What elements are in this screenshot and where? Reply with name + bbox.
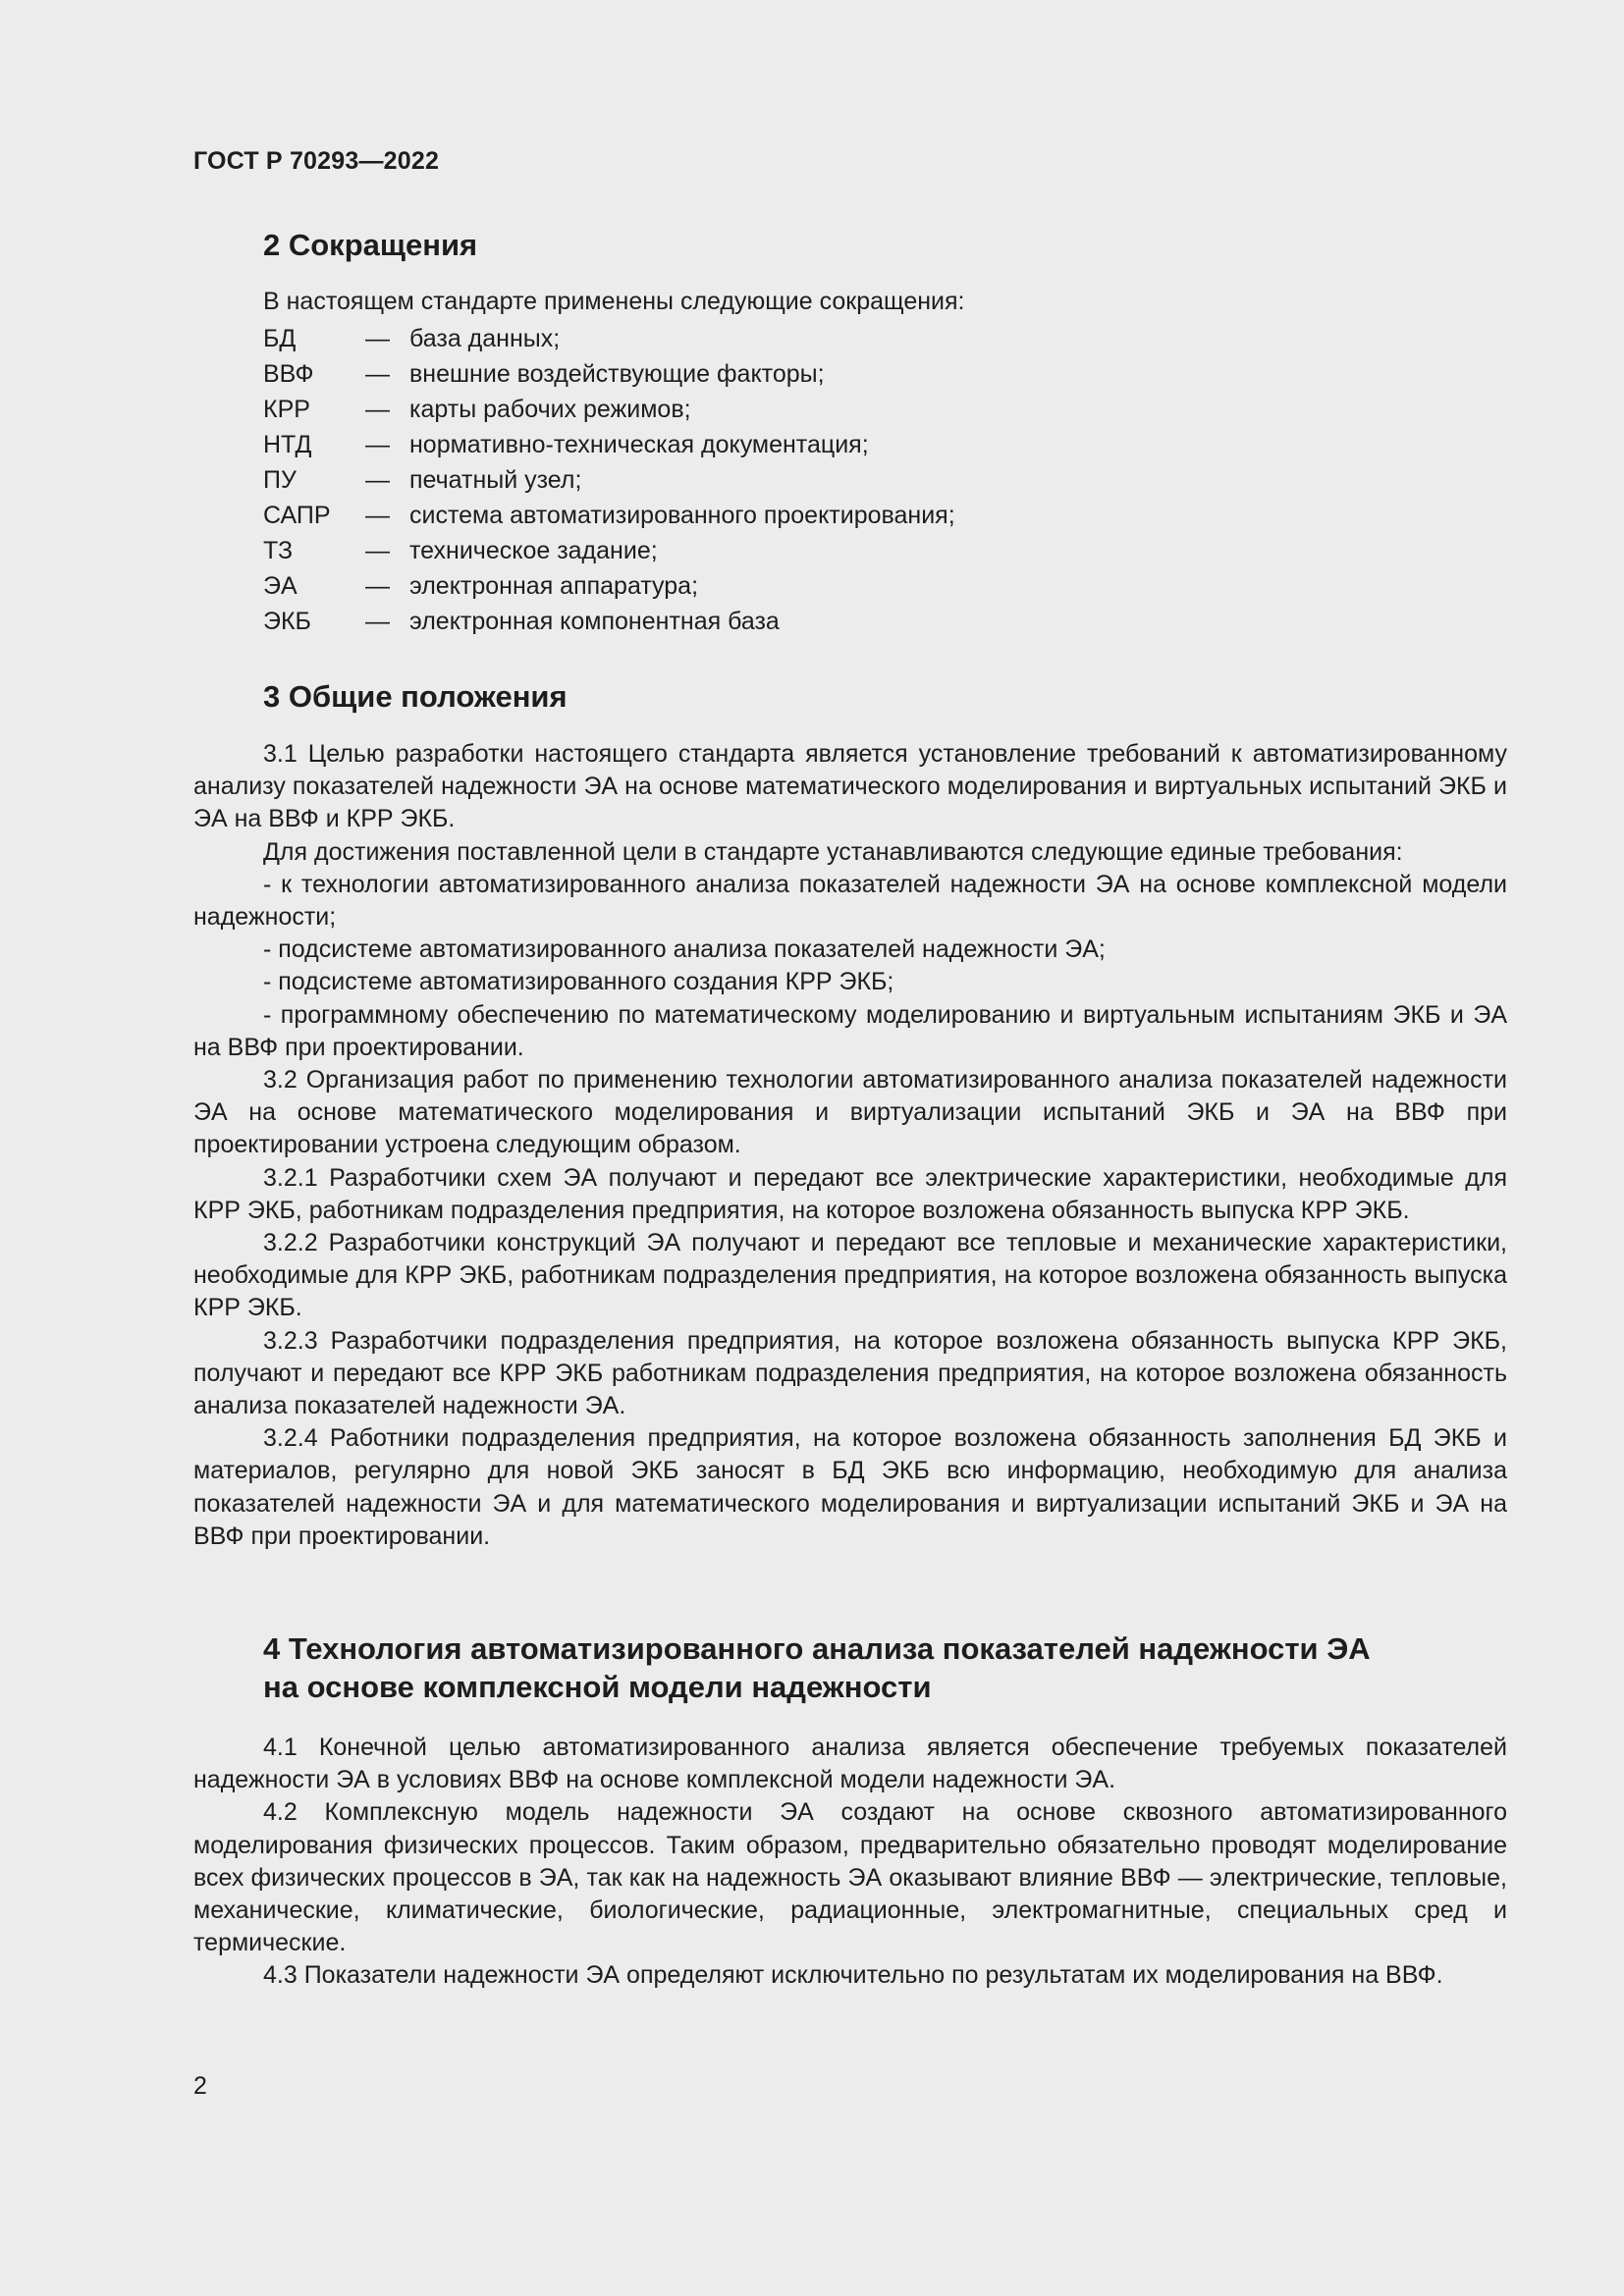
abbreviation-definition: база данных; <box>409 325 561 352</box>
abbreviation-definition: внешние воздействующие факторы; <box>409 360 825 388</box>
paragraph-4-3: 4.3 Показатели надежности ЭА определяют исключительно по результатам их моделирования на ВВФ. <box>263 1961 1443 1990</box>
section-3-heading: 3 Общие положения <box>263 679 568 714</box>
abbreviation-term: НТД <box>263 431 312 458</box>
abbreviation-definition: печатный узел; <box>409 466 582 494</box>
page-number: 2 <box>193 2072 207 2100</box>
paragraph-requirements-intro: Для достижения поставленной цели в стандарте устанавливаются следующие единые требования: <box>263 837 1403 866</box>
requirement-item: - программному обеспечению по математическому моделированию и виртуальным испытаниям ЭКБ и ЭА на ВВФ при проектировании. <box>193 1000 1507 1061</box>
section-4-heading-line-2: на основе комплексной модели надежности <box>263 1670 932 1704</box>
abbreviation-dash: — <box>365 325 390 352</box>
abbreviation-dash: — <box>365 572 390 600</box>
document-code-header: ГОСТ Р 70293—2022 <box>193 147 440 175</box>
abbreviation-term: ЭА <box>263 572 298 600</box>
abbreviation-definition: карты рабочих режимов; <box>409 396 691 423</box>
abbreviation-term: ПУ <box>263 466 297 494</box>
abbreviation-term: КРР <box>263 396 310 423</box>
abbreviation-dash: — <box>365 537 390 564</box>
abbreviation-dash: — <box>365 396 390 423</box>
abbreviation-dash: — <box>365 431 390 458</box>
section-4-body <box>193 1732 1507 1993</box>
requirement-item: - к технологии автоматизированного анализа показателей надежности ЭА на основе комплексной модели надежности; <box>193 870 1507 932</box>
paragraph-4-1: 4.1 Конечной целью автоматизированного анализа является обеспечение требуемых показателей надежности ЭА в условиях ВВФ на основе комплексной модели надежности ЭА. <box>193 1734 1507 1794</box>
abbreviation-term: БД <box>263 325 297 352</box>
paragraph-3-2-1: 3.2.1 Разработчики схем ЭА получают и передают все электрические характеристики, необходимые для КРР ЭКБ, работникам подразделения предприятия, на которое возложена обязанность выпуска КРР ЭКБ. <box>193 1163 1507 1224</box>
section-2-heading: 2 Сокращения <box>263 228 478 262</box>
abbreviations-intro: В настоящем стандарте применены следующие сокращения: <box>263 288 965 315</box>
abbreviation-dash: — <box>365 466 390 494</box>
paragraph-4-2: 4.2 Комплексную модель надежности ЭА создают на основе сквозного автоматизированного моделирования физических процессов. Таким образом, предварительно обязательно проводят моделирование всех физических процессов в ЭА, так как на надежность ЭА оказывают влияние ВВФ — электрические, тепловые, механические, климатические, биологические, радиационные, электромагнитные, специальных сред и термические. <box>193 1798 1507 1957</box>
section-4-heading-line-1: 4 Технология автоматизированного анализа показателей надежности ЭА <box>263 1631 1371 1666</box>
abbreviation-definition: электронная компонентная база <box>409 608 780 635</box>
requirement-item: - подсистеме автоматизированного создания КРР ЭКБ; <box>263 968 894 996</box>
paragraph-3-2-2: 3.2.2 Разработчики конструкций ЭА получают и передают все тепловые и механические характеристики, необходимые для КРР ЭКБ, работникам подразделения предприятия, на которое возложена обязанность выпуска КРР ЭКБ. <box>193 1229 1507 1322</box>
abbreviation-term: САПР <box>263 502 331 529</box>
abbreviation-dash: — <box>365 608 390 635</box>
paragraph-3-1: 3.1 Целью разработки настоящего стандарта является установление требований к автоматизированному анализу показателей надежности ЭА на основе математического моделирования и виртуальных испытаний ЭКБ и ЭА на ВВФ и КРР ЭКБ. <box>193 740 1507 833</box>
abbreviation-term: ВВФ <box>263 360 314 388</box>
section-4-heading <box>263 1629 1371 1706</box>
paragraph-3-2-3: 3.2.3 Разработчики подразделения предприятия, на которое возложена обязанность выпуска КРР ЭКБ, получают и передают все КРР ЭКБ работникам подразделения предприятия, на которое возложена обязанность анализа показателей надежности ЭА. <box>193 1326 1507 1420</box>
abbreviation-definition: электронная аппаратура; <box>409 572 699 600</box>
paragraph-3-2-4: 3.2.4 Работники подразделения предприятия, на которое возложена обязанность заполнения БД ЭКБ и материалов, регулярно для новой ЭКБ заносят в БД ЭКБ всю информацию, необходимую для анализа показателей надежности ЭА и для математического моделирования и виртуализации испытаний ЭКБ и ЭА на ВВФ при проектировании. <box>193 1424 1507 1550</box>
abbreviation-dash: — <box>365 360 390 388</box>
requirement-item: - подсистеме автоматизированного анализа показателей надежности ЭА; <box>263 935 1106 964</box>
abbreviation-definition: нормативно-техническая документация; <box>409 431 869 458</box>
abbreviation-definition: техническое задание; <box>409 537 658 564</box>
abbreviation-term: ТЗ <box>263 537 294 564</box>
section-3-body <box>193 738 1507 1553</box>
abbreviation-definition: система автоматизированного проектирования; <box>409 502 955 529</box>
paragraph-3-2: 3.2 Организация работ по применению технологии автоматизированного анализа показателей надежности ЭА на основе математического моделирования и виртуализации испытаний ЭКБ и ЭА на ВВФ при проектировании устроена следующим образом. <box>193 1066 1507 1159</box>
abbreviation-dash: — <box>365 502 390 529</box>
abbreviation-term: ЭКБ <box>263 608 311 635</box>
